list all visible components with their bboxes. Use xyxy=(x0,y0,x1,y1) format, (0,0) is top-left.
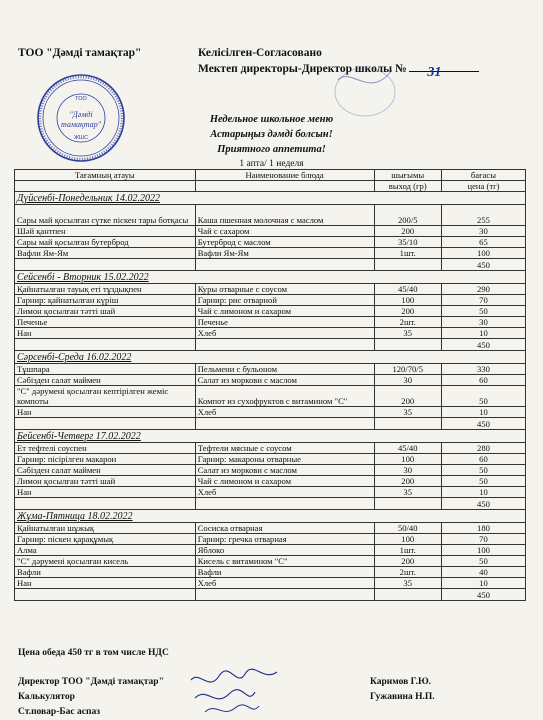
dish-yield: 200 xyxy=(374,306,441,317)
dish-name-kz: Сары май қосылған бутерброд xyxy=(15,237,196,248)
dish-yield: 100 xyxy=(374,454,441,465)
total-blank-cell xyxy=(374,418,441,430)
total-blank-cell xyxy=(195,498,374,510)
table-row xyxy=(15,578,526,589)
day-total-row xyxy=(15,339,526,351)
company-name: ТОО "Дәмді тамақтар" xyxy=(18,47,142,59)
table-row xyxy=(15,476,526,487)
menu-table xyxy=(14,169,526,601)
stamp-top-text: ТОО xyxy=(75,96,87,102)
dish-yield: 35 xyxy=(374,407,441,418)
director-sign-label: Директор ТОО "Дәмді тамақтар" xyxy=(18,677,164,687)
dish-name-kz: "С" дәрумені қосылған кептірілген жеміс компоты xyxy=(15,386,196,407)
school-number-line xyxy=(409,65,479,80)
dish-price: 100 xyxy=(441,248,525,259)
week-label: 1 апта/ 1 неделя xyxy=(239,159,304,169)
school-number: 31 xyxy=(427,65,442,80)
col-blank-2 xyxy=(195,181,374,192)
dish-yield: 1шт. xyxy=(374,248,441,259)
col-price-ru: цена (тг) xyxy=(441,181,525,192)
total-blank-cell xyxy=(195,589,374,601)
day-header-row xyxy=(15,192,526,205)
dish-yield: 200/5 xyxy=(374,205,441,226)
menu-body xyxy=(15,192,526,601)
day-total: 450 xyxy=(441,589,525,601)
dish-name-kz: Нан xyxy=(15,407,196,418)
dish-name-ru: Салат из моркови с маслом xyxy=(195,465,374,476)
dish-name-ru: Хлеб xyxy=(195,407,374,418)
dish-price: 60 xyxy=(441,375,525,386)
dish-name-ru: Тефтели мясные с соусом xyxy=(195,443,374,454)
table-row xyxy=(15,465,526,476)
dish-yield: 1шт. xyxy=(374,545,441,556)
day-title: Бейсенбі-Четверг 17.02.2022 xyxy=(15,430,442,443)
day-header-row xyxy=(15,351,526,364)
day-title: Сейсенбі - Вторник 15.02.2022 xyxy=(15,271,442,284)
dish-yield: 30 xyxy=(374,375,441,386)
dish-price: 180 xyxy=(441,523,525,534)
dish-price: 70 xyxy=(441,295,525,306)
dish-price: 50 xyxy=(441,306,525,317)
dish-name-ru: Каша пшенная молочная с маслом xyxy=(195,205,374,226)
table-row xyxy=(15,205,526,226)
stamp-center-text-2: тамақтар" xyxy=(61,120,101,129)
table-row xyxy=(15,523,526,534)
table-header-row xyxy=(15,170,526,181)
dish-price: 50 xyxy=(441,556,525,567)
chef-label: Ст.повар-Бас аспаз xyxy=(18,707,101,717)
menu-greeting-kz: Астарыңыз дәмді болсын! xyxy=(210,129,333,140)
day-total-row xyxy=(15,259,526,271)
total-blank-cell xyxy=(374,259,441,271)
dish-name-kz: Сары май қосылған сүтке піскен тары ботқасы xyxy=(15,205,196,226)
dish-name-kz: Вафли xyxy=(15,567,196,578)
day-header-blank xyxy=(441,192,525,205)
dish-name-ru: Чай с сахаром xyxy=(195,226,374,237)
dish-yield: 120/70/5 xyxy=(374,364,441,375)
table-row xyxy=(15,306,526,317)
approval-label: Келісілген-Согласовано xyxy=(198,47,322,59)
stamp-bottom-text: ЖШС xyxy=(73,135,89,141)
table-row xyxy=(15,237,526,248)
dish-name-kz: Гарнир: пісірілген макарон xyxy=(15,454,196,465)
col-name-ru: Наименование блюда xyxy=(195,170,374,181)
dish-yield: 30 xyxy=(374,465,441,476)
day-total: 450 xyxy=(441,498,525,510)
day-header-row xyxy=(15,271,526,284)
accountant-name: Гужавина Н.П. xyxy=(370,692,435,702)
table-row xyxy=(15,386,526,407)
dish-name-ru: Чай с лимоном и сахаром xyxy=(195,476,374,487)
dish-name-ru: Чай с лимоном и сахаром xyxy=(195,306,374,317)
dish-yield: 200 xyxy=(374,226,441,237)
dish-name-kz: Нан xyxy=(15,487,196,498)
dish-price: 50 xyxy=(441,465,525,476)
dish-price: 30 xyxy=(441,226,525,237)
dish-name-kz: "С" дәрумені қосылған кисель xyxy=(15,556,196,567)
dish-name-kz: Гарнир: қайнатылған күріш xyxy=(15,295,196,306)
day-total: 450 xyxy=(441,339,525,351)
dish-name-ru: Бутерброд с маслом xyxy=(195,237,374,248)
dish-yield: 100 xyxy=(374,295,441,306)
table-row xyxy=(15,556,526,567)
dish-yield: 45/40 xyxy=(374,284,441,295)
dish-name-ru: Вафли xyxy=(195,567,374,578)
menu-title: Недельное школьное меню xyxy=(209,114,334,125)
dish-price: 50 xyxy=(441,386,525,407)
table-row xyxy=(15,545,526,556)
total-blank-cell xyxy=(195,339,374,351)
dish-price: 10 xyxy=(441,487,525,498)
day-total: 450 xyxy=(441,259,525,271)
dish-yield: 35 xyxy=(374,487,441,498)
dish-name-ru: Куры отварные с соусом xyxy=(195,284,374,295)
dish-name-ru: Компот из сухофруктов с витамином "С" xyxy=(195,386,374,407)
dish-yield: 100 xyxy=(374,534,441,545)
dish-name-ru: Салат из моркови с маслом xyxy=(195,375,374,386)
table-row xyxy=(15,295,526,306)
day-total-row xyxy=(15,418,526,430)
dish-price: 40 xyxy=(441,567,525,578)
day-title: Жұма-Пятница 18.02.2022 xyxy=(15,510,442,523)
table-row xyxy=(15,567,526,578)
total-blank-cell xyxy=(374,589,441,601)
dish-name-kz: Лимон қосылған тәтті шай xyxy=(15,306,196,317)
dish-name-ru: Гарнир: гречка отварная xyxy=(195,534,374,545)
total-blank-cell xyxy=(195,259,374,271)
table-row xyxy=(15,226,526,237)
dish-name-ru: Хлеб xyxy=(195,578,374,589)
dish-name-ru: Яблоко xyxy=(195,545,374,556)
dish-price: 65 xyxy=(441,237,525,248)
dish-yield: 35 xyxy=(374,328,441,339)
dish-price: 10 xyxy=(441,328,525,339)
dish-name-ru: Пельмени с бульоном xyxy=(195,364,374,375)
dish-name-kz: Нан xyxy=(15,578,196,589)
dish-name-kz: Қайнатылған тауық еті тұздықпен xyxy=(15,284,196,295)
dish-name-ru: Хлеб xyxy=(195,328,374,339)
col-price-kz: бағасы xyxy=(441,170,525,181)
dish-price: 30 xyxy=(441,317,525,328)
total-blank-cell xyxy=(195,418,374,430)
day-total: 450 xyxy=(441,418,525,430)
col-yield-ru: выход (гр) xyxy=(374,181,441,192)
day-title: Дүйсенбі-Понедельник 14.02.2022 xyxy=(15,192,442,205)
dish-yield: 200 xyxy=(374,556,441,567)
day-header-blank xyxy=(441,510,525,523)
table-row xyxy=(15,375,526,386)
dish-name-ru: Гарнир: макароны отварные xyxy=(195,454,374,465)
dish-name-kz: Шәй қантпен xyxy=(15,226,196,237)
table-row xyxy=(15,364,526,375)
dish-name-kz: Алма xyxy=(15,545,196,556)
dish-price: 330 xyxy=(441,364,525,375)
dish-price: 100 xyxy=(441,545,525,556)
total-blank-cell xyxy=(15,498,196,510)
day-header-row xyxy=(15,510,526,523)
dish-name-kz: Ет тефтелі соуспен xyxy=(15,443,196,454)
dish-name-ru: Сосиска отварная xyxy=(195,523,374,534)
dish-name-ru: Кисель с витамином "С" xyxy=(195,556,374,567)
dish-price: 60 xyxy=(441,454,525,465)
day-header-blank xyxy=(441,351,525,364)
dish-yield: 200 xyxy=(374,386,441,407)
dish-name-ru: Гарнир: рис отварной xyxy=(195,295,374,306)
menu-greeting-ru: Приятного аппетита! xyxy=(217,144,326,155)
dish-price: 255 xyxy=(441,205,525,226)
table-header-row-2 xyxy=(15,181,526,192)
dish-yield: 200 xyxy=(374,476,441,487)
dish-name-ru: Хлеб xyxy=(195,487,374,498)
table-row xyxy=(15,443,526,454)
handwritten-signatures-icon xyxy=(185,668,305,720)
total-blank-cell xyxy=(374,498,441,510)
col-blank-1 xyxy=(15,181,196,192)
day-header-blank xyxy=(441,271,525,284)
dish-name-kz: Тұшпара xyxy=(15,364,196,375)
dish-name-kz: Гарнир: піскен қарақұмық xyxy=(15,534,196,545)
dish-price: 50 xyxy=(441,476,525,487)
table-row xyxy=(15,328,526,339)
day-title: Сәрсенбі-Среда 16.02.2022 xyxy=(15,351,442,364)
dish-yield: 2шт. xyxy=(374,317,441,328)
dish-name-kz: Сәбізден салат маймен xyxy=(15,375,196,386)
dish-price: 290 xyxy=(441,284,525,295)
dish-yield: 35/10 xyxy=(374,237,441,248)
table-row xyxy=(15,454,526,465)
table-row xyxy=(15,248,526,259)
table-row xyxy=(15,284,526,295)
table-row xyxy=(15,317,526,328)
dish-name-ru: Вафли Ям-Ям xyxy=(195,248,374,259)
total-blank-cell xyxy=(374,339,441,351)
dish-price: 10 xyxy=(441,407,525,418)
table-row xyxy=(15,407,526,418)
stamp-center-text-1: "Дәмді xyxy=(69,110,93,119)
accountant-label: Калькулятор xyxy=(18,692,75,702)
approval-signature-icon xyxy=(330,60,400,120)
dish-yield: 35 xyxy=(374,578,441,589)
dish-yield: 2шт. xyxy=(374,567,441,578)
dish-name-kz: Сәбізден салат маймен xyxy=(15,465,196,476)
director-label: Мектеп директоры-Директор школы № xyxy=(198,63,407,75)
dish-name-kz: Вафли Ям-Ям xyxy=(15,248,196,259)
total-blank-cell xyxy=(15,418,196,430)
dish-name-kz: Печенье xyxy=(15,317,196,328)
col-name-kz: Тағамның атауы xyxy=(15,170,196,181)
dish-price: 70 xyxy=(441,534,525,545)
table-row xyxy=(15,534,526,545)
col-yield-kz: шығымы xyxy=(374,170,441,181)
table-row xyxy=(15,487,526,498)
dish-price: 10 xyxy=(441,578,525,589)
director-name: Каримов Г.Ю. xyxy=(370,677,432,687)
total-blank-cell xyxy=(15,259,196,271)
dish-name-ru: Печенье xyxy=(195,317,374,328)
price-note: Цена обеда 450 тг в том числе НДС xyxy=(18,648,169,658)
day-header-row xyxy=(15,430,526,443)
dish-yield: 45/40 xyxy=(374,443,441,454)
day-total-row xyxy=(15,589,526,601)
dish-name-kz: Нан xyxy=(15,328,196,339)
dish-yield: 50/40 xyxy=(374,523,441,534)
total-blank-cell xyxy=(15,339,196,351)
day-total-row xyxy=(15,498,526,510)
dish-name-kz: Қайнатылған шұжық xyxy=(15,523,196,534)
day-header-blank xyxy=(441,430,525,443)
total-blank-cell xyxy=(15,589,196,601)
dish-name-kz: Лимон қосылған тәтті шай xyxy=(15,476,196,487)
dish-price: 280 xyxy=(441,443,525,454)
